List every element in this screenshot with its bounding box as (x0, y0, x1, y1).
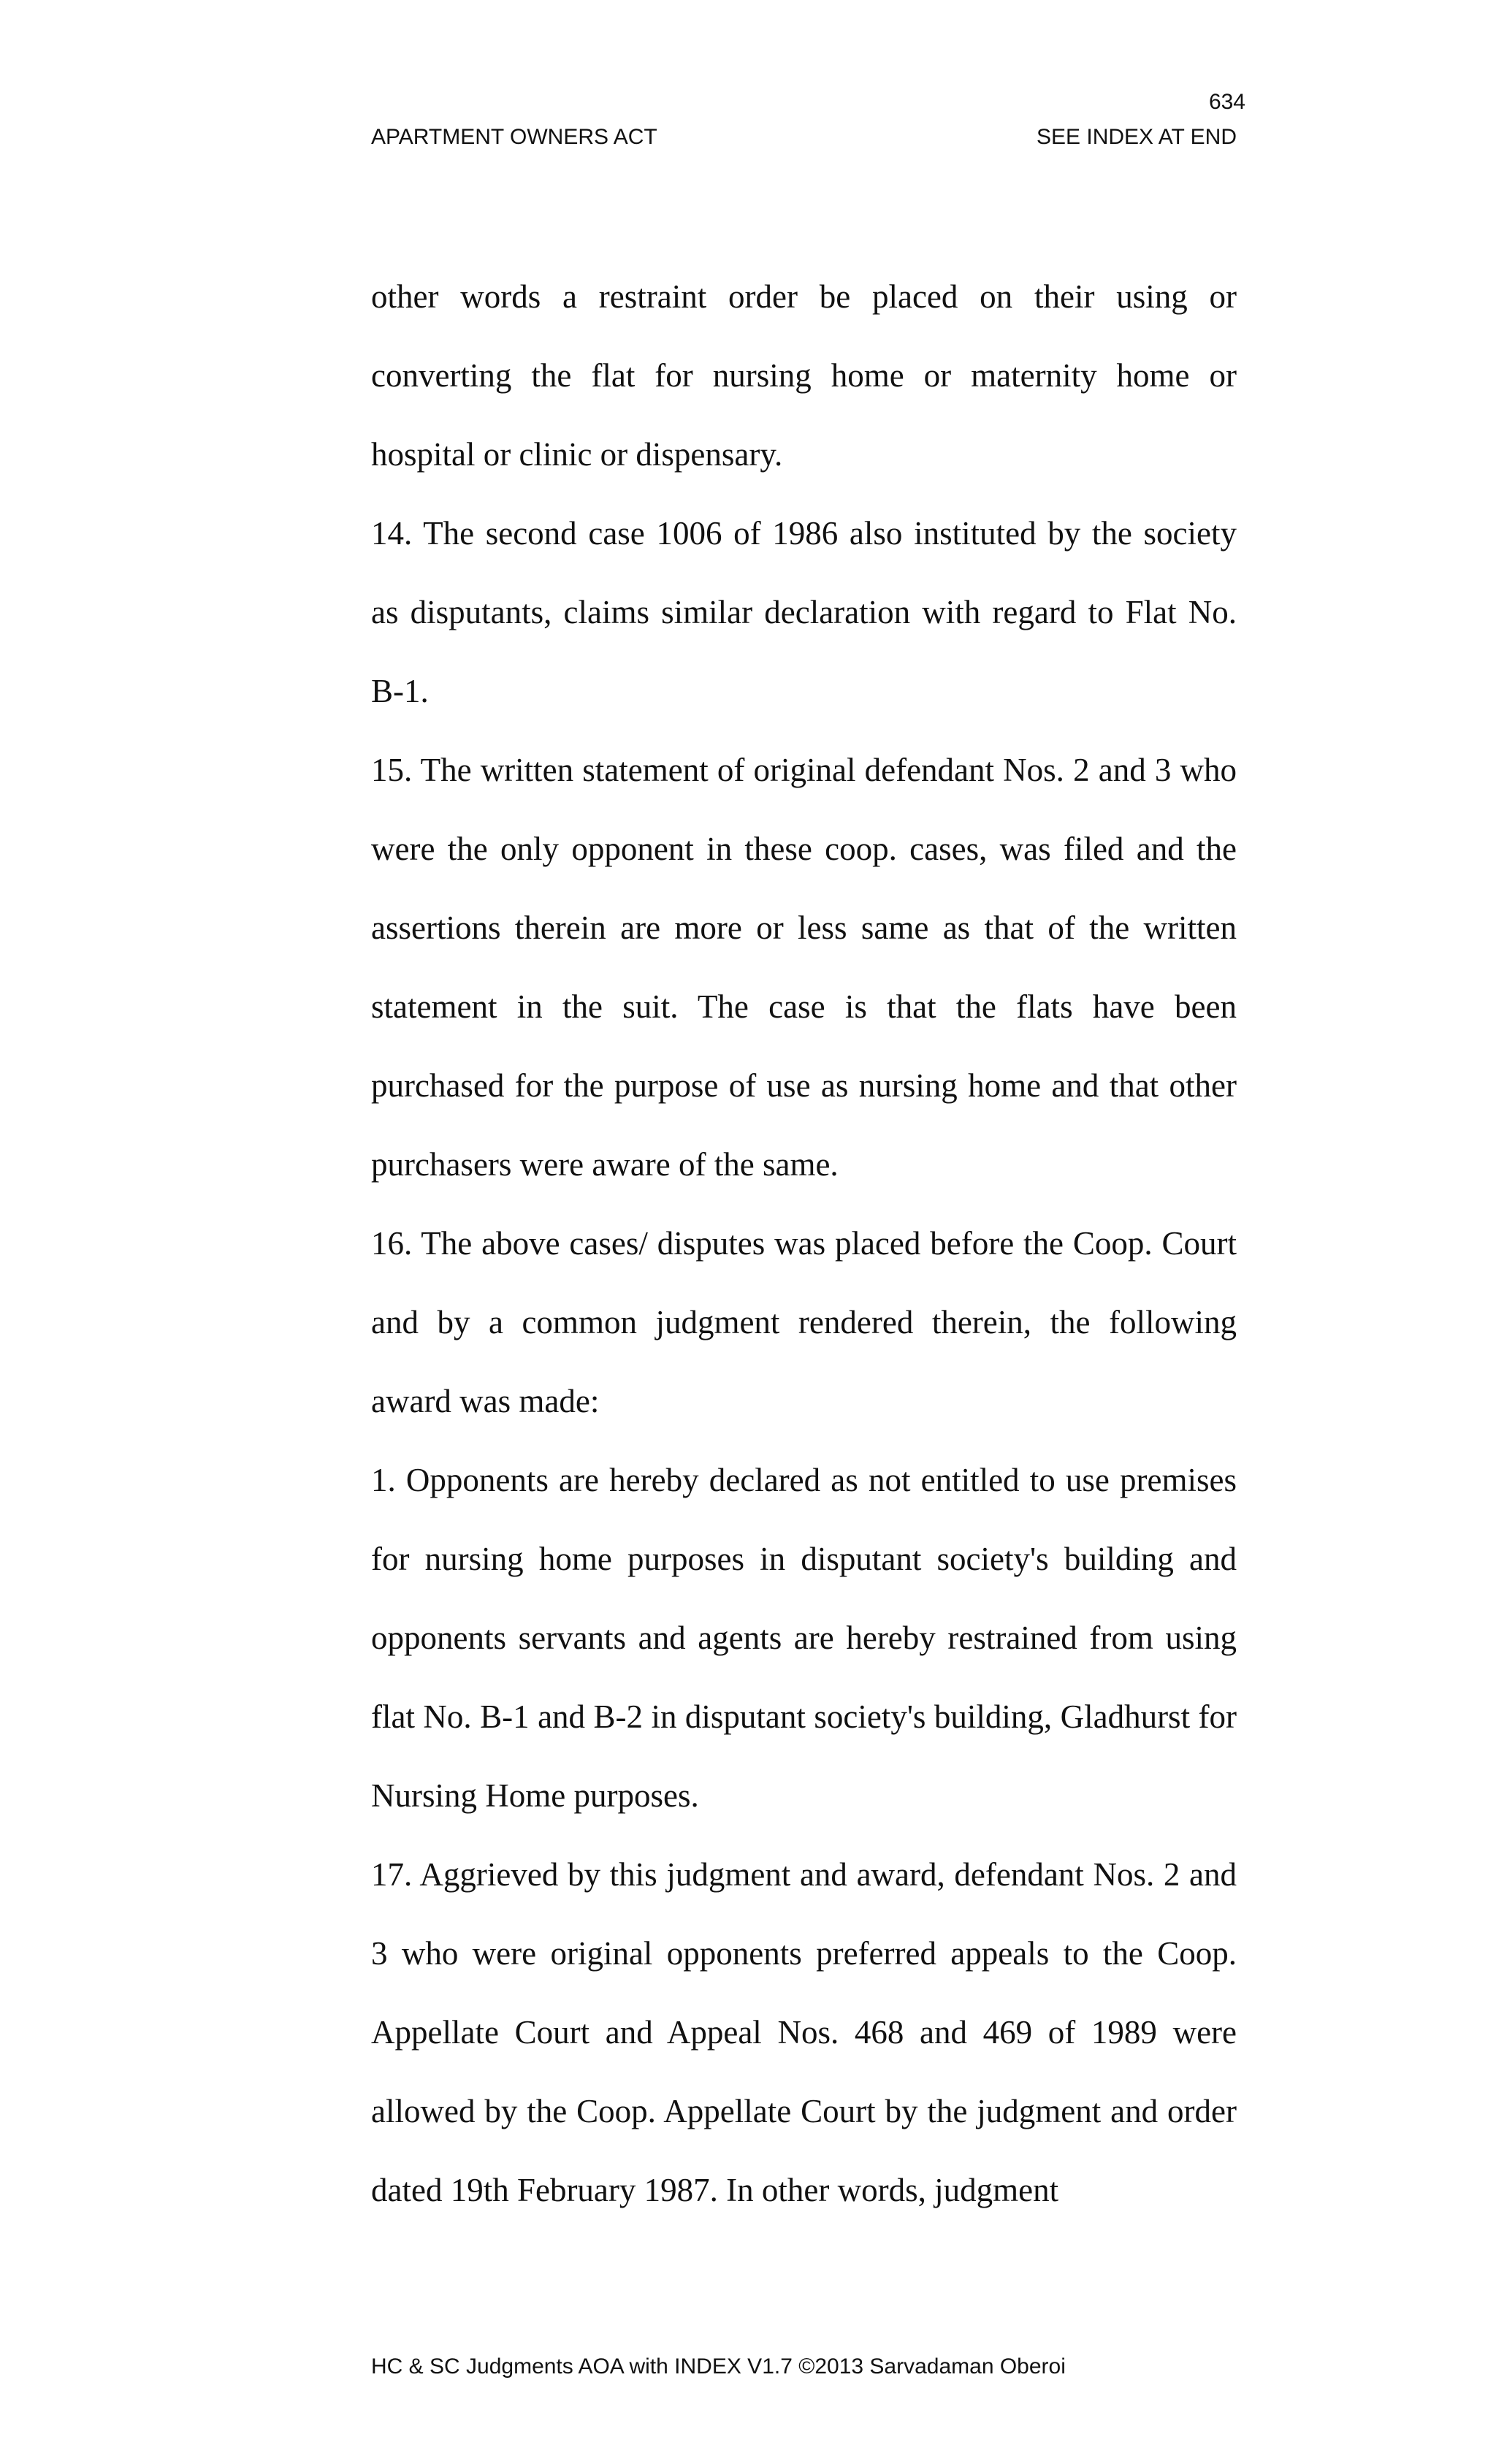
paragraph-continuation: other words a restraint order be placed on their using or converting the flat for nursing home or maternity home or hospital or clinic or dispensary. (371, 278, 1237, 473)
page-footer: HC & SC Judgments AOA with INDEX V1.7 ©2013 Sarvadaman Oberoi (371, 2354, 1066, 2379)
award-item-1: 1. Opponents are hereby declared as not entitled to use premises for nursing home purposes in disputant society's building and opponents servants and agents are hereby restrained from using flat No. B-1 and B-2 in disputant society's building, Gladhurst for Nursing Home purposes. (371, 1462, 1237, 1814)
paragraph-16: 16. The above cases/ disputes was placed before the Coop. Court and by a common judgment rendered therein, the following award was made: (371, 1225, 1237, 1419)
header-index-note: SEE INDEX AT END (1037, 125, 1237, 149)
paragraph-15: 15. The written statement of original defendant Nos. 2 and 3 who were the only opponent in these coop. cases, was filed and the assertions therein are more or less same as that of the written statement in the suit. The case is that the flats have been purchased for the purpose of use as nursing home and that other purchasers were aware of the same. (371, 752, 1237, 1183)
page-number: 634 (1208, 90, 1245, 114)
running-header (371, 124, 1237, 150)
header-title: APARTMENT OWNERS ACT (371, 125, 657, 149)
paragraph-14: 14. The second case 1006 of 1986 also instituted by the society as disputants, claims similar declaration with regard to Flat No. B-1. (371, 515, 1237, 709)
document-body (371, 257, 1237, 2230)
paragraph-17: 17. Aggrieved by this judgment and award, defendant Nos. 2 and 3 who were original opponents preferred appeals to the Coop. Appellate Court and Appeal Nos. 468 and 469 of 1989 were allowed by the Coop. Appellate Court by the judgment and order dated 19th February 1987. In other words, judgment (371, 1856, 1237, 2208)
